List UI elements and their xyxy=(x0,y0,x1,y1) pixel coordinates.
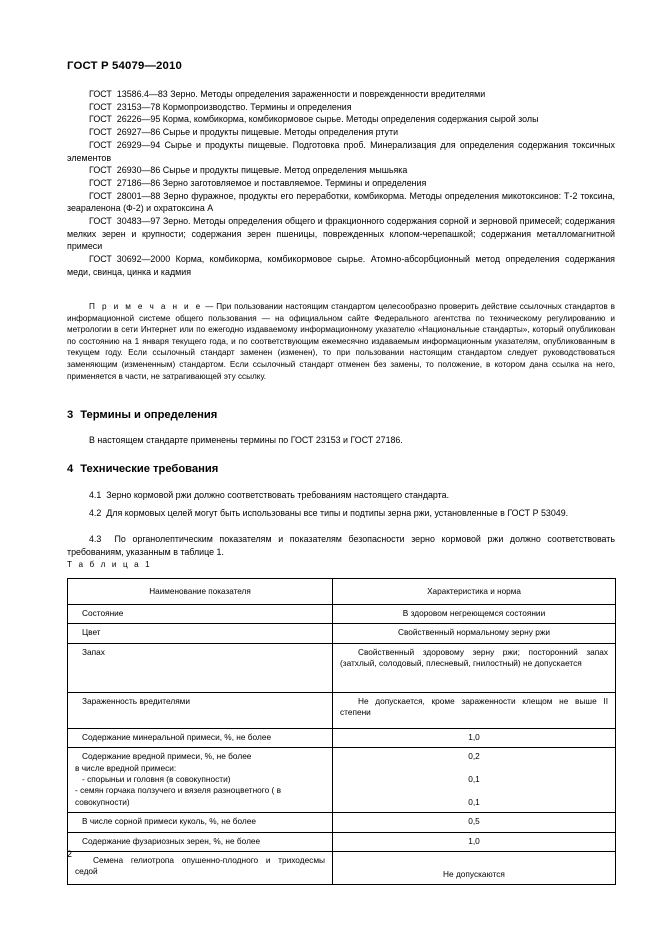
cell-indicator: Содержание минеральной примеси, %, не более xyxy=(82,731,272,742)
gost-title: Зерно. Методы определения общего и фракционного содержания сорной и зерновой примесей; содержания мелких зерен и крупности; содержания зерен пшеницы, поврежденных клопом-черепашкой; содержания металломагнитной примеси xyxy=(67,216,615,252)
clause-number: 4.3 xyxy=(89,534,102,544)
table-row xyxy=(68,813,616,832)
list-item xyxy=(67,177,615,190)
gost-prefix: ГОСТ xyxy=(89,216,112,227)
cell-indicator: Содержание вредной примеси, %, не более xyxy=(82,751,252,762)
gost-number: 23153—78 xyxy=(116,101,161,112)
gost-prefix: ГОСТ xyxy=(89,165,112,176)
section-number: 3 xyxy=(67,409,74,421)
cell-indicator: Запах xyxy=(82,646,105,657)
gost-title: Корма, комбикорма, комбикормовое сырье. Атомно-абсорбционный метод определения содержания меди, свинца, цинка и кадмия xyxy=(67,254,615,277)
table-row xyxy=(68,852,616,885)
gost-number: 26226—95 xyxy=(116,114,161,125)
cell-value-3: 0,1 xyxy=(468,796,480,807)
gost-prefix: ГОСТ xyxy=(89,139,112,150)
gost-number: 30692—2000 xyxy=(116,254,171,265)
note-block xyxy=(67,301,615,382)
section-3-paragraph: В настоящем стандарте применены термины по ГОСТ 23153 и ГОСТ 27186. xyxy=(89,435,403,445)
table-row xyxy=(68,605,616,624)
cell-value: Свойственный нормальному зерну ржи xyxy=(397,627,550,638)
cell-value: Не допускается, кроме зараженности клещом не выше II степени xyxy=(340,695,608,718)
gost-title: Корма, комбикорма, комбикормовое сырье. Методы определения содержания сырой золы xyxy=(162,114,539,125)
gost-title: Сырье и продукты пищевые. Метод определения мышьяка xyxy=(162,165,408,176)
cell-value: Свойственный здоровому зерну ржи; посторонний запах (затхлый, солодовый, плесневый, гнилостный) не допускается xyxy=(340,646,608,669)
section-title: Технические требования xyxy=(80,463,219,475)
cell-value-2: 0,1 xyxy=(468,774,480,785)
gost-prefix: ГОСТ xyxy=(89,190,112,201)
gost-number: 26929—94 xyxy=(116,139,161,150)
section-heading-3 xyxy=(67,409,217,421)
gost-prefix: ГОСТ xyxy=(89,114,112,125)
clause-text: Зерно кормовой ржи должно соответствовать требованиям настоящего стандарта. xyxy=(106,490,450,500)
cell-value-group xyxy=(333,748,615,812)
table-row xyxy=(68,832,616,851)
cell-value: В здоровом негреющемся состоянии xyxy=(402,608,546,618)
gost-prefix: ГОСТ xyxy=(89,177,112,188)
list-item xyxy=(67,88,615,101)
gost-title: Зерно фуражное, продукты его переработки, комбикорма. Методы определения микотоксинов: Т-2 токсина, зеараленона (Ф-2) и охратоксина А xyxy=(67,190,615,214)
page-number: 2 xyxy=(67,849,72,859)
note-label: П р и м е ч а н и е xyxy=(89,302,203,311)
cell-indicator: В числе сорной примеси куколь, %, не более xyxy=(82,816,257,827)
list-item xyxy=(67,164,615,177)
table-row xyxy=(68,643,616,692)
cell-value: 1,0 xyxy=(468,731,480,742)
table-row xyxy=(68,624,616,643)
cell-value: 1,0 xyxy=(468,835,480,846)
cell-indicator: Зараженность вредителями xyxy=(82,695,191,706)
table-caption: Т а б л и ц а 1 xyxy=(67,560,152,569)
clause-number: 4.1 xyxy=(89,490,102,500)
cell-indicator-line-2: в числе вредной примеси: xyxy=(75,762,177,773)
column-header-norm: Характеристика и норма xyxy=(333,579,616,605)
gost-number: 30483—97 xyxy=(116,216,161,227)
gost-title: Зерно. Методы определения зараженности и поврежденности вредителями xyxy=(170,89,486,99)
gost-number: 27186—86 xyxy=(116,177,161,188)
gost-number: 13586.4—83 xyxy=(116,89,168,99)
note-text: — При пользовании настоящим стандартом целесообразно проверить действие ссылочных стандартов в информационной системе общего пользования — на официальном сайте Федерального агентства по техническому регулированию и метрологии в сети Интернет или по ежегодно издаваемому информационному указателю «Национальные стандарты», который опубликован по состоянию на 1 января текущего года, и по соответствующим ежемесячно издаваемым информационным указателям, опубликованным в текущем году. Если ссылочный стандарт заменен (изменен), то при пользовании настоящим стандартом следует руководствоваться заменяющим (измененным) стандартом. Если ссылочный стандарт отменен без замены, то положение, в котором дана ссылка на него, применяется в части, не затрагивающей эту ссылку. xyxy=(67,302,615,381)
cell-indicator: Содержание фузариозных зерен, %, не более xyxy=(82,835,261,846)
section-title: Термины и определения xyxy=(80,409,218,421)
cell-indicator-line-4: - семян горчака ползучего и вязеля разноцветного ( в совокупности) xyxy=(75,785,282,807)
clause-text: По органолептическим показателям и показателям безопасности зерно кормовой ржи должно соответствовать требованиям, указанным в таблице 1. xyxy=(67,534,615,557)
gost-title: Зерно заготовляемое и поставляемое. Термины и определения xyxy=(162,177,427,188)
cell-indicator: Цвет xyxy=(82,627,101,638)
column-header-indicator: Наименование показателя xyxy=(68,579,333,605)
list-item xyxy=(67,126,615,139)
cell-indicator: Состояние xyxy=(82,608,124,618)
gost-number: 28001—88 xyxy=(116,190,161,201)
list-item xyxy=(67,190,615,215)
gost-prefix: ГОСТ xyxy=(89,127,112,138)
cell-indicator: Семена гелиотропа опушенно-плодного и триходесмы седой xyxy=(75,855,325,877)
clause-4-3 xyxy=(67,533,615,558)
note-paragraph xyxy=(67,301,615,382)
document-header: ГОСТ Р 54079—2010 xyxy=(67,60,182,72)
list-item xyxy=(67,253,615,278)
gost-number: 26930—86 xyxy=(116,165,161,176)
cell-value: Не допускаются xyxy=(443,869,505,880)
cell-indicator-line-3: - спорыньи и головня (в совокупности) xyxy=(82,774,231,785)
list-item xyxy=(67,139,615,164)
specification-table xyxy=(67,578,616,885)
gost-prefix: ГОСТ xyxy=(89,254,112,265)
gost-number: 26927—86 xyxy=(116,127,161,138)
cell-value: 0,2 xyxy=(468,751,480,762)
section-number: 4 xyxy=(67,463,74,475)
gost-prefix: ГОСТ xyxy=(89,89,112,99)
list-item xyxy=(67,101,615,114)
gost-title: Кормопроизводство. Термины и определения xyxy=(162,101,352,112)
cell-value: 0,5 xyxy=(468,816,480,827)
gost-title: Сырье и продукты пищевые. Подготовка проб. Минерализация для определения содержания токсичных элементов xyxy=(67,139,615,163)
cell-indicator-group xyxy=(68,748,332,812)
section-heading-4 xyxy=(67,463,218,475)
clause-text: Для кормовых целей могут быть использованы все типы и подтипы зерна ржи, установленные в ГОСТ Р 53049. xyxy=(106,508,569,518)
table-row xyxy=(68,692,616,728)
table-header-row xyxy=(68,579,616,605)
gost-prefix: ГОСТ xyxy=(89,101,112,112)
list-item xyxy=(67,215,615,253)
table-row xyxy=(68,728,616,747)
gost-title: Сырье и продукты пищевые. Методы определения ртути xyxy=(162,127,399,138)
clause-4-2 xyxy=(67,507,615,520)
reference-standards-list xyxy=(67,88,615,279)
table-row xyxy=(68,748,616,813)
clause-number: 4.2 xyxy=(89,508,102,518)
clause-4-1 xyxy=(67,489,615,502)
list-item xyxy=(67,113,615,126)
